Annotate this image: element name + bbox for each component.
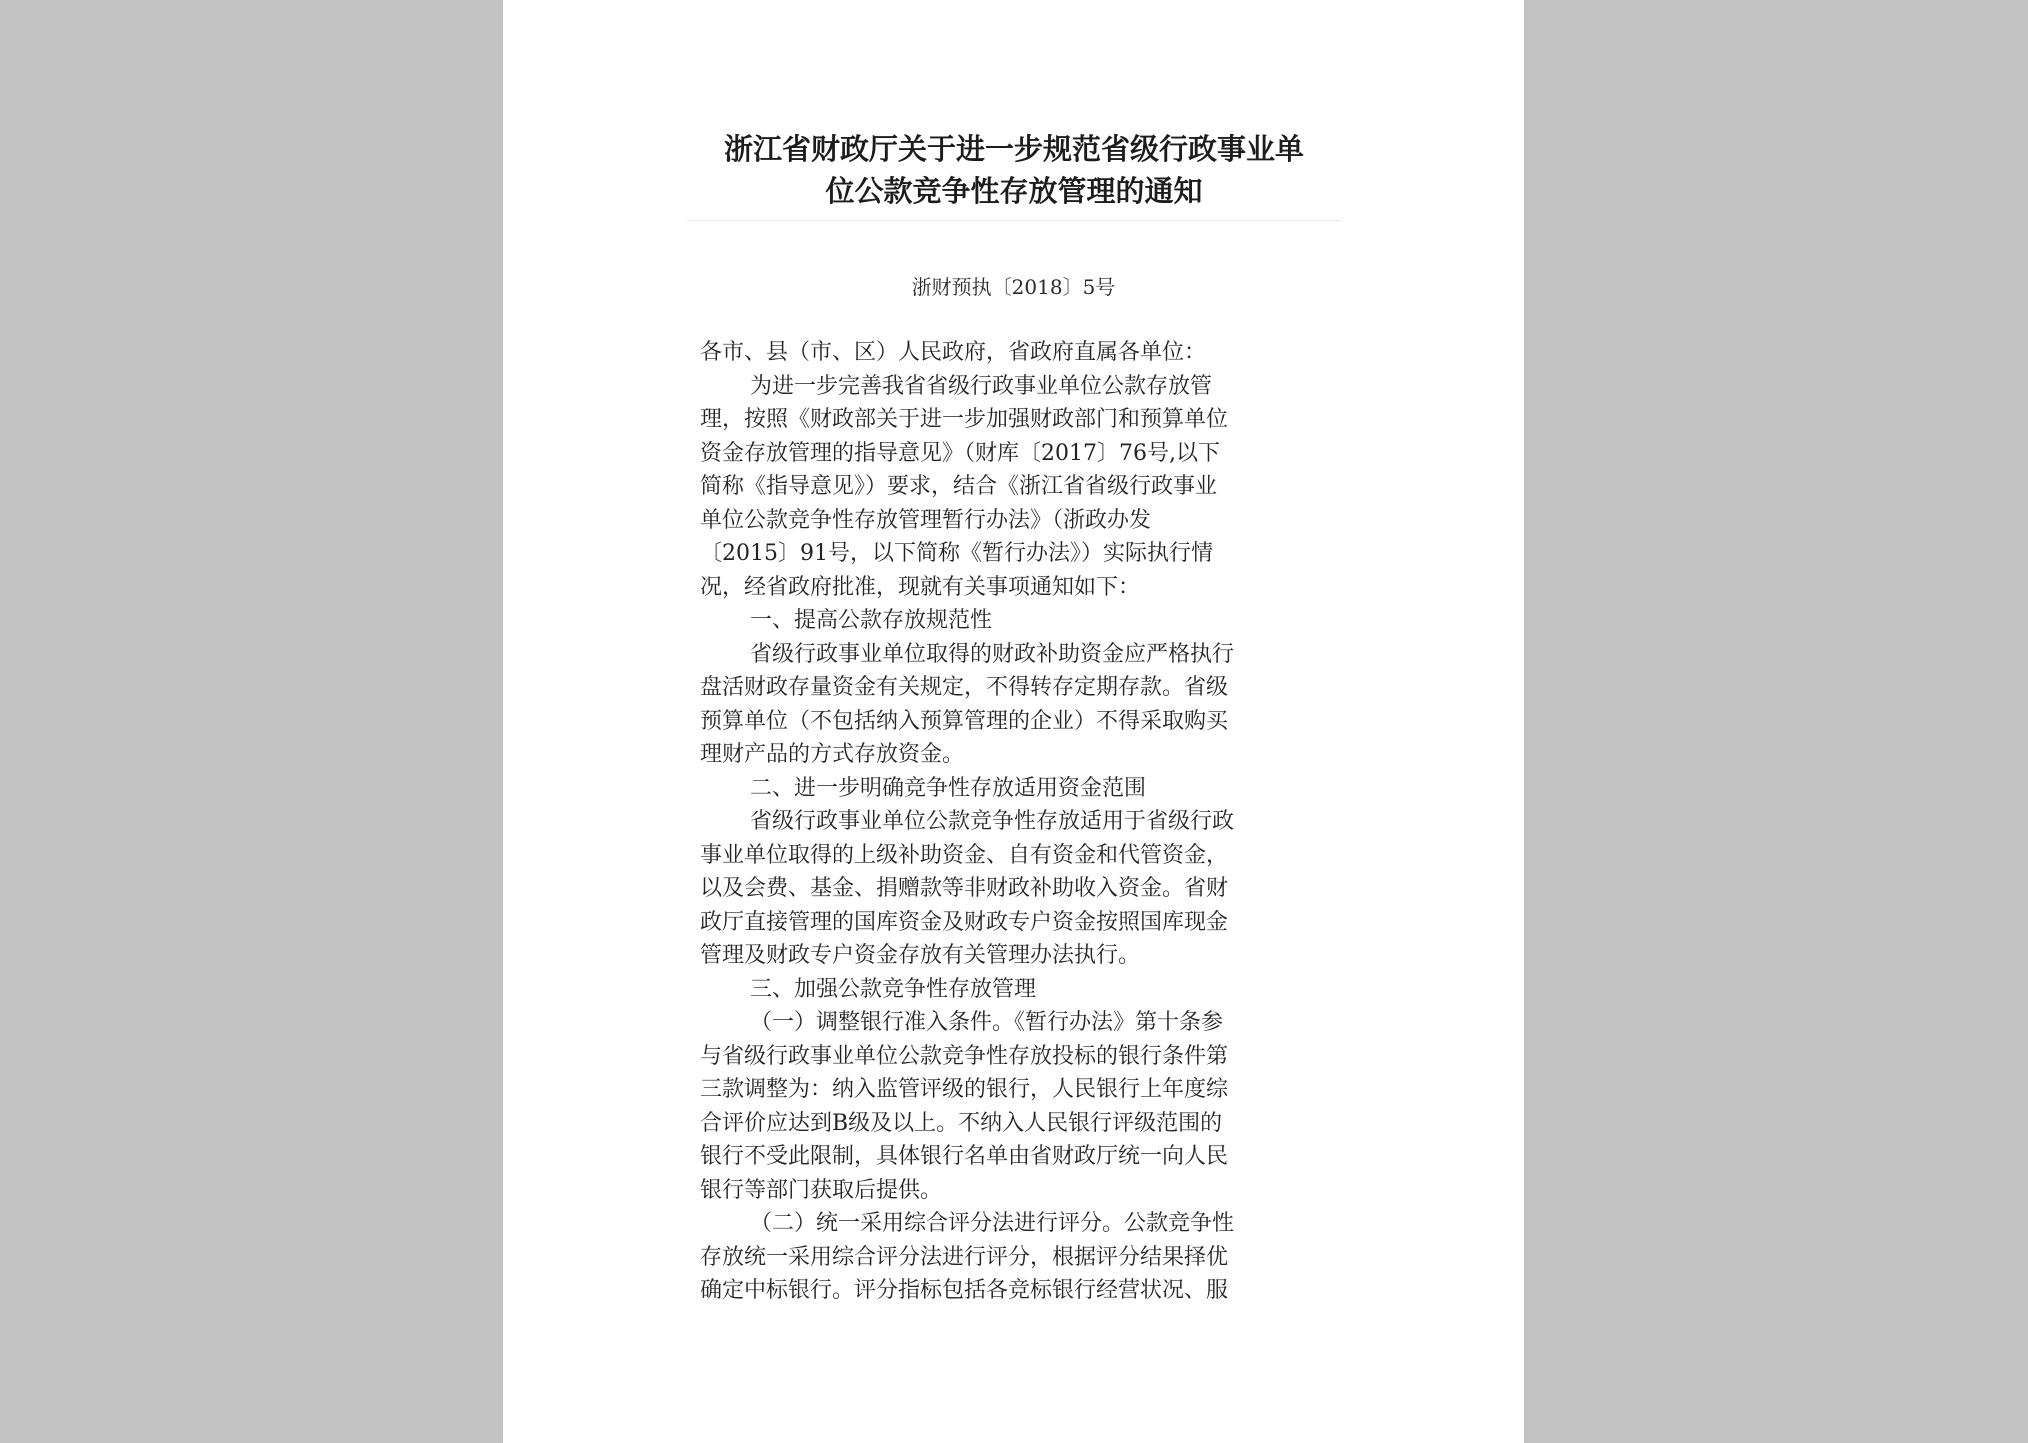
body-line: 确定中标银行。评分指标包括各竞标银行经营状况、服 bbox=[700, 1278, 1229, 1303]
body-line: 以及会费、基金、捐赠款等非财政补助收入资金。省财 bbox=[700, 876, 1229, 901]
body-line: 预算单位（不包括纳入预算管理的企业）不得采取购买 bbox=[700, 708, 1229, 734]
body-line: 事业单位取得的上级补助资金、自有资金和代管资金， bbox=[700, 842, 1229, 868]
body-line: 与省级行政事业单位公款竞争性存放投标的银行条件第 bbox=[700, 1043, 1229, 1069]
document-number: 浙财预执〔2018〕5号 bbox=[911, 275, 1116, 299]
body-line: 合评价应达到B级及以上。不纳入人民银行评级范围的 bbox=[700, 1110, 1223, 1136]
body-line: 省级行政事业单位公款竞争性存放适用于省级行政 bbox=[750, 809, 1235, 834]
body-line: 理财产品的方式存放资金。 bbox=[700, 742, 965, 767]
body-line: 存放统一采用综合评分法进行评分，根据评分结果择优 bbox=[700, 1244, 1229, 1270]
body-line: （二）统一采用综合评分法进行评分。公款竞争性 bbox=[750, 1211, 1235, 1236]
body-line: 银行等部门获取后提供。 bbox=[700, 1177, 943, 1203]
body-line: 省级行政事业单位取得的财政补助资金应严格执行 bbox=[750, 641, 1235, 667]
document-body bbox=[700, 336, 1320, 1308]
body-line: 况，经省政府批准，现就有关事项通知如下： bbox=[700, 574, 1141, 600]
body-line: 三款调整为：纳入监管评级的银行，人民银行上年度综 bbox=[700, 1077, 1229, 1102]
body-line: 银行不受此限制，具体银行名单由省财政厅统一向人民 bbox=[700, 1144, 1229, 1169]
body-line: 三、加强公款竞争性存放管理 bbox=[750, 976, 1037, 1002]
body-line: 〔2015〕91号，以下简称《暂行办法》）实际执行情 bbox=[700, 541, 1213, 566]
body-line: 二、进一步明确竞争性存放适用资金范围 bbox=[750, 775, 1147, 801]
body-line: 管理及财政专户资金存放有关管理办法执行。 bbox=[700, 943, 1141, 968]
body-line: 盘活财政存量资金有关规定，不得转存定期存款。省级 bbox=[700, 675, 1229, 700]
body-line: 资金存放管理的指导意见》（财库〔2017〕76号,以下 bbox=[700, 440, 1220, 466]
title-divider bbox=[687, 220, 1341, 221]
body-line: （一）调整银行准入条件。《暂行办法》第十条参 bbox=[750, 1010, 1224, 1035]
body-line: 为进一步完善我省省级行政事业单位公款存放管 bbox=[750, 373, 1213, 399]
body-line: 一、提高公款存放规范性 bbox=[750, 608, 993, 633]
body-line: 单位公款竞争性存放管理暂行办法》（浙政办发 bbox=[700, 507, 1152, 533]
body-line: 各市、县（市、区）人民政府，省政府直属各单位： bbox=[700, 340, 1207, 365]
body-line: 政厅直接管理的国库资金及财政专户资金按照国库现金 bbox=[700, 909, 1229, 935]
document-title-line-2: 位公款竞争性存放管理的通知 bbox=[825, 174, 1203, 208]
body-line: 简称《指导意见》）要求，结合《浙江省省级行政事业 bbox=[700, 474, 1218, 499]
document-title-line-1: 浙江省财政厅关于进一步规范省级行政事业单 bbox=[723, 132, 1304, 166]
body-line: 理，按照《财政部关于进一步加强财政部门和预算单位 bbox=[700, 407, 1229, 432]
document-title bbox=[678, 128, 1350, 212]
document-page bbox=[503, 0, 1524, 1443]
